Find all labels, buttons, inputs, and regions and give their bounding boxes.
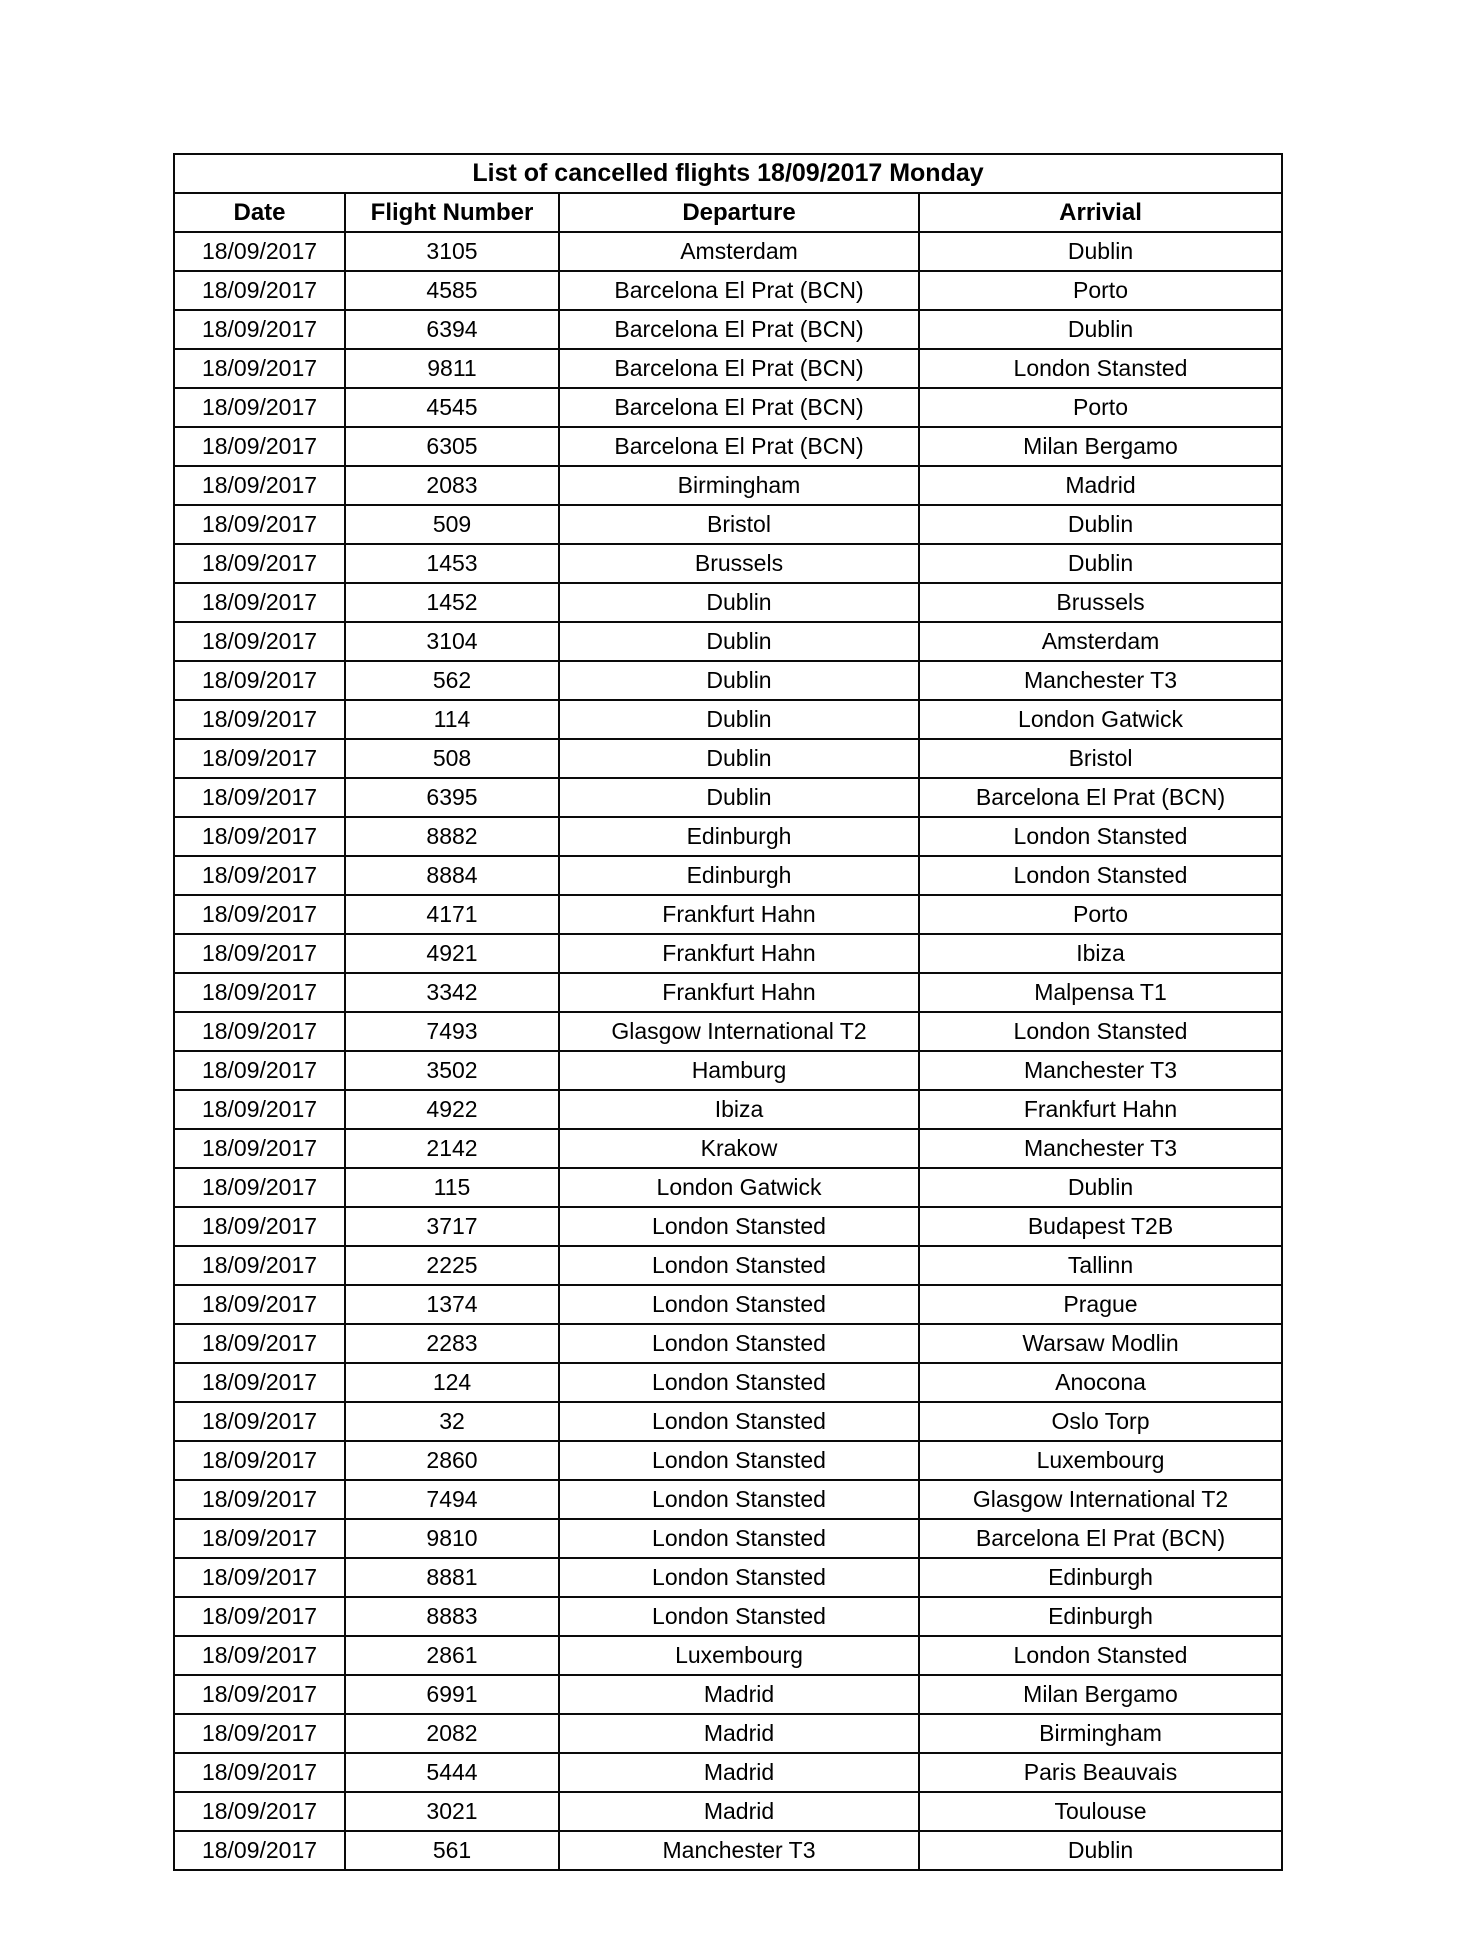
date-cell: 18/09/2017 — [174, 1402, 345, 1441]
departure-cell: Brussels — [559, 544, 919, 583]
departure-cell: Barcelona El Prat (BCN) — [559, 427, 919, 466]
date-cell: 18/09/2017 — [174, 661, 345, 700]
date-cell: 18/09/2017 — [174, 700, 345, 739]
table-row — [174, 1558, 1282, 1597]
table-row — [174, 1480, 1282, 1519]
table-row — [174, 778, 1282, 817]
table-row — [174, 739, 1282, 778]
flight-number-cell: 562 — [345, 661, 559, 700]
title-row — [174, 154, 1282, 193]
table-row — [174, 1285, 1282, 1324]
arrival-cell: Barcelona El Prat (BCN) — [919, 778, 1282, 817]
arrival-cell: Manchester T3 — [919, 661, 1282, 700]
flight-number-cell: 3105 — [345, 232, 559, 271]
table-row — [174, 466, 1282, 505]
departure-cell: Frankfurt Hahn — [559, 895, 919, 934]
flight-number-cell: 509 — [345, 505, 559, 544]
flight-number-cell: 3342 — [345, 973, 559, 1012]
date-cell: 18/09/2017 — [174, 817, 345, 856]
arrival-cell: Madrid — [919, 466, 1282, 505]
table-row — [174, 1090, 1282, 1129]
departure-cell: Bristol — [559, 505, 919, 544]
departure-cell: Dublin — [559, 622, 919, 661]
table-row — [174, 232, 1282, 271]
date-cell: 18/09/2017 — [174, 1753, 345, 1792]
table-row — [174, 1051, 1282, 1090]
departure-cell: Manchester T3 — [559, 1831, 919, 1870]
departure-cell: Edinburgh — [559, 856, 919, 895]
departure-cell: Madrid — [559, 1792, 919, 1831]
flight-number-cell: 4171 — [345, 895, 559, 934]
flight-number-cell: 4585 — [345, 271, 559, 310]
table-row — [174, 1168, 1282, 1207]
date-cell: 18/09/2017 — [174, 1207, 345, 1246]
flight-number-cell: 8884 — [345, 856, 559, 895]
column-header-departure: Departure — [559, 193, 919, 232]
flight-number-cell: 1452 — [345, 583, 559, 622]
table-body — [174, 232, 1282, 1870]
arrival-cell: London Stansted — [919, 1636, 1282, 1675]
table-row — [174, 1402, 1282, 1441]
date-cell: 18/09/2017 — [174, 466, 345, 505]
arrival-cell: Milan Bergamo — [919, 1675, 1282, 1714]
arrival-cell: Edinburgh — [919, 1558, 1282, 1597]
departure-cell: London Stansted — [559, 1363, 919, 1402]
flight-number-cell: 9811 — [345, 349, 559, 388]
table-row — [174, 1792, 1282, 1831]
date-cell: 18/09/2017 — [174, 1519, 345, 1558]
departure-cell: Amsterdam — [559, 232, 919, 271]
date-cell: 18/09/2017 — [174, 583, 345, 622]
arrival-cell: Warsaw Modlin — [919, 1324, 1282, 1363]
arrival-cell: Paris Beauvais — [919, 1753, 1282, 1792]
table-row — [174, 895, 1282, 934]
date-cell: 18/09/2017 — [174, 934, 345, 973]
flight-number-cell: 2283 — [345, 1324, 559, 1363]
table-row — [174, 1129, 1282, 1168]
date-cell: 18/09/2017 — [174, 427, 345, 466]
arrival-cell: Oslo Torp — [919, 1402, 1282, 1441]
date-cell: 18/09/2017 — [174, 739, 345, 778]
flight-number-cell: 5444 — [345, 1753, 559, 1792]
arrival-cell: Manchester T3 — [919, 1051, 1282, 1090]
arrival-cell: Barcelona El Prat (BCN) — [919, 1519, 1282, 1558]
departure-cell: London Stansted — [559, 1324, 919, 1363]
flight-number-cell: 2861 — [345, 1636, 559, 1675]
arrival-cell: Dublin — [919, 544, 1282, 583]
departure-cell: Barcelona El Prat (BCN) — [559, 310, 919, 349]
date-cell: 18/09/2017 — [174, 544, 345, 583]
departure-cell: London Stansted — [559, 1285, 919, 1324]
date-cell: 18/09/2017 — [174, 1714, 345, 1753]
arrival-cell: Milan Bergamo — [919, 427, 1282, 466]
flight-number-cell: 3104 — [345, 622, 559, 661]
column-header-flight-number: Flight Number — [345, 193, 559, 232]
flight-number-cell: 2083 — [345, 466, 559, 505]
departure-cell: Madrid — [559, 1675, 919, 1714]
flight-number-cell: 8883 — [345, 1597, 559, 1636]
table-row — [174, 388, 1282, 427]
departure-cell: Luxembourg — [559, 1636, 919, 1675]
table-row — [174, 349, 1282, 388]
table-row — [174, 1714, 1282, 1753]
flight-number-cell: 124 — [345, 1363, 559, 1402]
arrival-cell: Tallinn — [919, 1246, 1282, 1285]
date-cell: 18/09/2017 — [174, 1168, 345, 1207]
date-cell: 18/09/2017 — [174, 1090, 345, 1129]
arrival-cell: Budapest T2B — [919, 1207, 1282, 1246]
flight-number-cell: 2142 — [345, 1129, 559, 1168]
table-row — [174, 271, 1282, 310]
departure-cell: London Stansted — [559, 1207, 919, 1246]
arrival-cell: Edinburgh — [919, 1597, 1282, 1636]
table-row — [174, 1753, 1282, 1792]
arrival-cell: London Stansted — [919, 856, 1282, 895]
table-row — [174, 1636, 1282, 1675]
date-cell: 18/09/2017 — [174, 1792, 345, 1831]
arrival-cell: Prague — [919, 1285, 1282, 1324]
departure-cell: London Stansted — [559, 1402, 919, 1441]
flight-number-cell: 2225 — [345, 1246, 559, 1285]
date-cell: 18/09/2017 — [174, 1129, 345, 1168]
departure-cell: Dublin — [559, 778, 919, 817]
date-cell: 18/09/2017 — [174, 1675, 345, 1714]
date-cell: 18/09/2017 — [174, 310, 345, 349]
arrival-cell: Porto — [919, 271, 1282, 310]
column-header-arrival: Arrivial — [919, 193, 1282, 232]
departure-cell: London Stansted — [559, 1246, 919, 1285]
departure-cell: London Stansted — [559, 1519, 919, 1558]
arrival-cell: Porto — [919, 388, 1282, 427]
date-cell: 18/09/2017 — [174, 1051, 345, 1090]
table-row — [174, 1246, 1282, 1285]
flight-number-cell: 4921 — [345, 934, 559, 973]
date-cell: 18/09/2017 — [174, 1597, 345, 1636]
departure-cell: London Gatwick — [559, 1168, 919, 1207]
departure-cell: Dublin — [559, 700, 919, 739]
cancelled-flights-table — [173, 153, 1283, 1871]
table-row — [174, 700, 1282, 739]
flight-number-cell: 508 — [345, 739, 559, 778]
table-row — [174, 310, 1282, 349]
arrival-cell: Anocona — [919, 1363, 1282, 1402]
departure-cell: Dublin — [559, 661, 919, 700]
arrival-cell: Birmingham — [919, 1714, 1282, 1753]
column-header-date: Date — [174, 193, 345, 232]
departure-cell: Barcelona El Prat (BCN) — [559, 349, 919, 388]
arrival-cell: Dublin — [919, 505, 1282, 544]
date-cell: 18/09/2017 — [174, 856, 345, 895]
flight-number-cell: 6394 — [345, 310, 559, 349]
departure-cell: Hamburg — [559, 1051, 919, 1090]
arrival-cell: Brussels — [919, 583, 1282, 622]
table-row — [174, 1363, 1282, 1402]
date-cell: 18/09/2017 — [174, 895, 345, 934]
flight-number-cell: 3021 — [345, 1792, 559, 1831]
date-cell: 18/09/2017 — [174, 778, 345, 817]
table-row — [174, 505, 1282, 544]
date-cell: 18/09/2017 — [174, 1285, 345, 1324]
arrival-cell: Amsterdam — [919, 622, 1282, 661]
departure-cell: Ibiza — [559, 1090, 919, 1129]
arrival-cell: Toulouse — [919, 1792, 1282, 1831]
date-cell: 18/09/2017 — [174, 388, 345, 427]
date-cell: 18/09/2017 — [174, 1441, 345, 1480]
arrival-cell: Luxembourg — [919, 1441, 1282, 1480]
date-cell: 18/09/2017 — [174, 1246, 345, 1285]
flight-number-cell: 9810 — [345, 1519, 559, 1558]
flight-number-cell: 3502 — [345, 1051, 559, 1090]
header-row — [174, 193, 1282, 232]
departure-cell: Barcelona El Prat (BCN) — [559, 271, 919, 310]
flight-number-cell: 115 — [345, 1168, 559, 1207]
table-row — [174, 583, 1282, 622]
date-cell: 18/09/2017 — [174, 505, 345, 544]
flight-number-cell: 2860 — [345, 1441, 559, 1480]
arrival-cell: Glasgow International T2 — [919, 1480, 1282, 1519]
flight-number-cell: 114 — [345, 700, 559, 739]
departure-cell: London Stansted — [559, 1480, 919, 1519]
flight-number-cell: 4545 — [345, 388, 559, 427]
arrival-cell: Manchester T3 — [919, 1129, 1282, 1168]
arrival-cell: Porto — [919, 895, 1282, 934]
date-cell: 18/09/2017 — [174, 1831, 345, 1870]
arrival-cell: Dublin — [919, 310, 1282, 349]
table-row — [174, 1519, 1282, 1558]
table-row — [174, 1597, 1282, 1636]
date-cell: 18/09/2017 — [174, 1558, 345, 1597]
departure-cell: Frankfurt Hahn — [559, 934, 919, 973]
table-row — [174, 661, 1282, 700]
arrival-cell: Dublin — [919, 1831, 1282, 1870]
departure-cell: Madrid — [559, 1714, 919, 1753]
arrival-cell: Dublin — [919, 232, 1282, 271]
table-row — [174, 622, 1282, 661]
departure-cell: Glasgow International T2 — [559, 1012, 919, 1051]
arrival-cell: London Gatwick — [919, 700, 1282, 739]
date-cell: 18/09/2017 — [174, 622, 345, 661]
departure-cell: Krakow — [559, 1129, 919, 1168]
date-cell: 18/09/2017 — [174, 232, 345, 271]
departure-cell: Dublin — [559, 583, 919, 622]
table-row — [174, 856, 1282, 895]
departure-cell: London Stansted — [559, 1558, 919, 1597]
flight-number-cell: 6991 — [345, 1675, 559, 1714]
departure-cell: Barcelona El Prat (BCN) — [559, 388, 919, 427]
arrival-cell: Malpensa T1 — [919, 973, 1282, 1012]
arrival-cell: London Stansted — [919, 817, 1282, 856]
table-title: List of cancelled flights 18/09/2017 Monday — [174, 154, 1282, 193]
table-row — [174, 817, 1282, 856]
date-cell: 18/09/2017 — [174, 1324, 345, 1363]
table-row — [174, 1012, 1282, 1051]
flight-number-cell: 32 — [345, 1402, 559, 1441]
table-row — [174, 1675, 1282, 1714]
date-cell: 18/09/2017 — [174, 1012, 345, 1051]
flight-number-cell: 6305 — [345, 427, 559, 466]
flight-number-cell: 7494 — [345, 1480, 559, 1519]
table-row — [174, 934, 1282, 973]
date-cell: 18/09/2017 — [174, 271, 345, 310]
arrival-cell: London Stansted — [919, 349, 1282, 388]
arrival-cell: Dublin — [919, 1168, 1282, 1207]
departure-cell: London Stansted — [559, 1441, 919, 1480]
table-row — [174, 1324, 1282, 1363]
flight-number-cell: 1453 — [345, 544, 559, 583]
table-row — [174, 427, 1282, 466]
arrival-cell: Ibiza — [919, 934, 1282, 973]
departure-cell: Dublin — [559, 739, 919, 778]
date-cell: 18/09/2017 — [174, 973, 345, 1012]
flight-number-cell: 7493 — [345, 1012, 559, 1051]
table-row — [174, 1441, 1282, 1480]
flight-number-cell: 2082 — [345, 1714, 559, 1753]
departure-cell: Madrid — [559, 1753, 919, 1792]
flight-number-cell: 1374 — [345, 1285, 559, 1324]
table-row — [174, 1207, 1282, 1246]
table-row — [174, 1831, 1282, 1870]
table-row — [174, 973, 1282, 1012]
flight-number-cell: 561 — [345, 1831, 559, 1870]
flight-number-cell: 3717 — [345, 1207, 559, 1246]
arrival-cell: Bristol — [919, 739, 1282, 778]
departure-cell: Birmingham — [559, 466, 919, 505]
date-cell: 18/09/2017 — [174, 1363, 345, 1402]
departure-cell: Edinburgh — [559, 817, 919, 856]
arrival-cell: London Stansted — [919, 1012, 1282, 1051]
arrival-cell: Frankfurt Hahn — [919, 1090, 1282, 1129]
date-cell: 18/09/2017 — [174, 1636, 345, 1675]
flight-number-cell: 6395 — [345, 778, 559, 817]
flight-number-cell: 8882 — [345, 817, 559, 856]
departure-cell: Frankfurt Hahn — [559, 973, 919, 1012]
flight-number-cell: 4922 — [345, 1090, 559, 1129]
date-cell: 18/09/2017 — [174, 1480, 345, 1519]
departure-cell: London Stansted — [559, 1597, 919, 1636]
table-row — [174, 544, 1282, 583]
flight-number-cell: 8881 — [345, 1558, 559, 1597]
date-cell: 18/09/2017 — [174, 349, 345, 388]
